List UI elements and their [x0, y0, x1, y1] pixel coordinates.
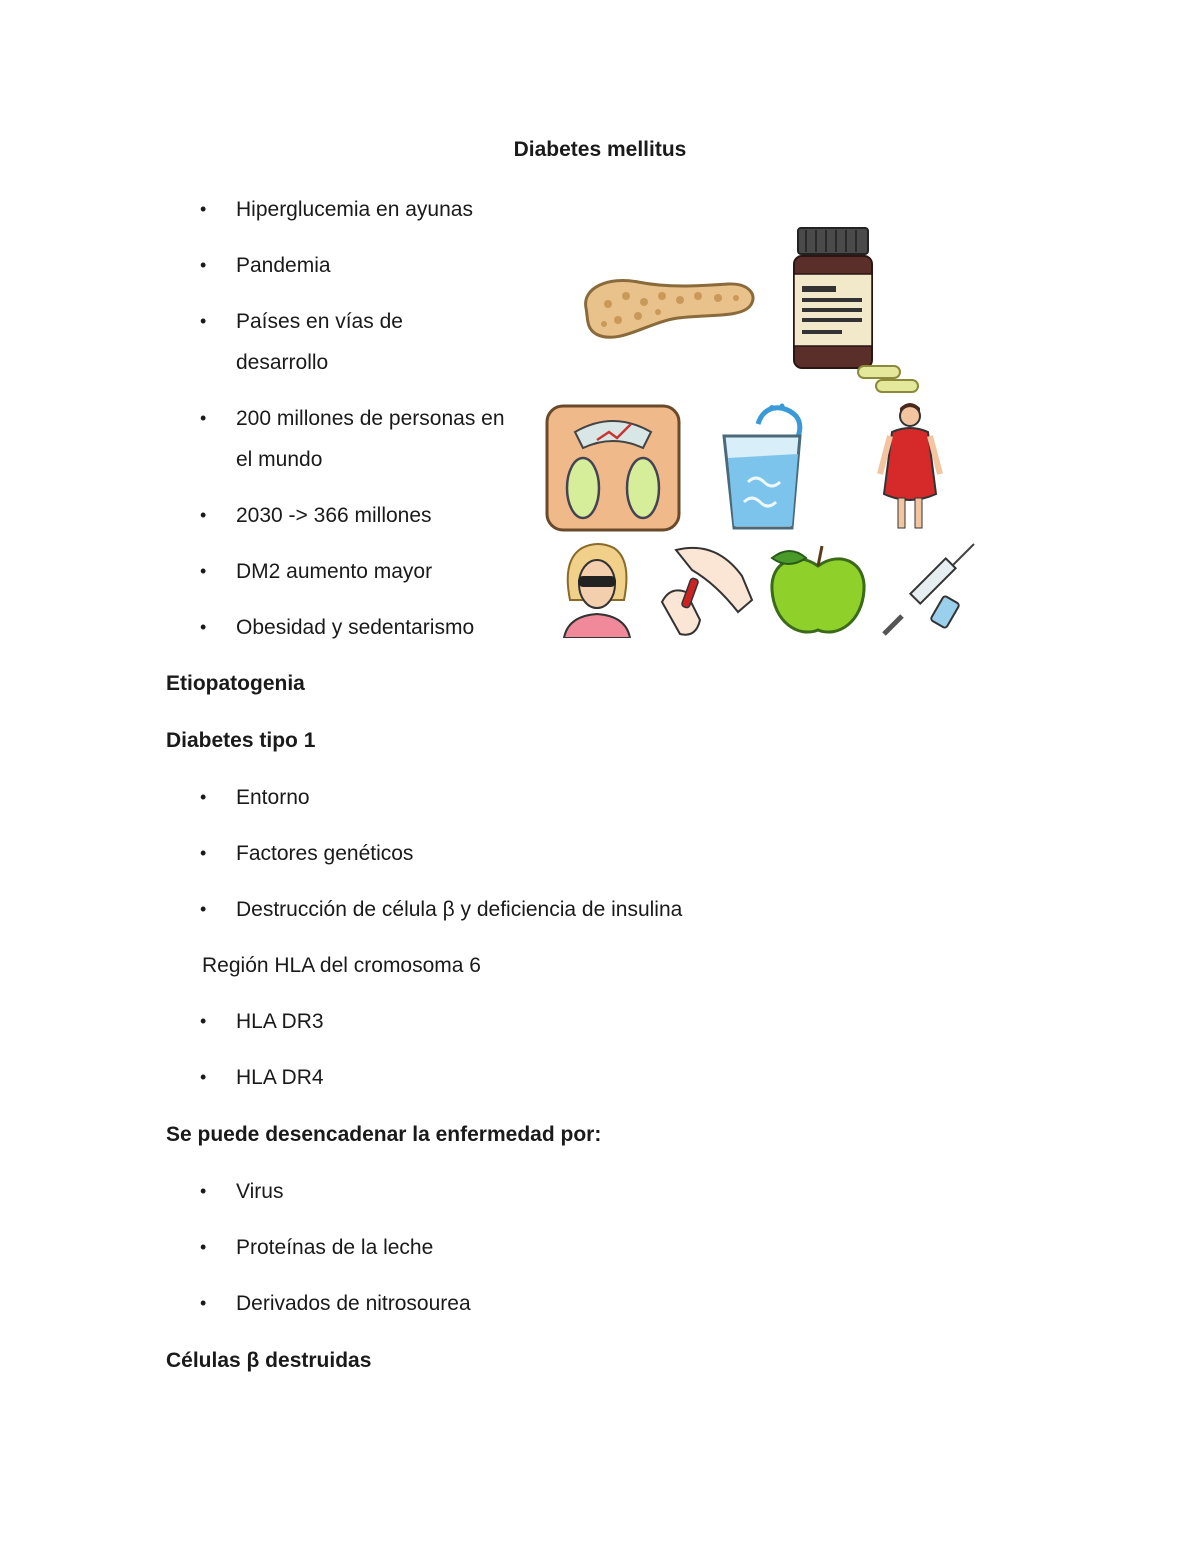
finger-prick-icon: [656, 540, 756, 640]
heading-etiopatogenia: Etiopatogenia: [166, 672, 305, 695]
water-glass-icon: [718, 402, 806, 532]
obese-woman-icon: [876, 402, 944, 532]
tipo1-bullet-list: [0, 777, 682, 945]
list-item: • Virus: [200, 1180, 284, 1203]
list-item: • Proteínas de la leche: [200, 1236, 434, 1259]
heading-celulas-destruidas: Células β destruidas: [166, 1349, 372, 1372]
pancreas-icon: [578, 268, 760, 348]
green-apple-icon: [766, 544, 870, 638]
list-item: • Pandemia: [200, 254, 331, 277]
list-item: • 200 millones de personas en el mundo: [200, 407, 505, 471]
blind-woman-icon: [560, 540, 634, 638]
syringe-icon: [878, 540, 978, 640]
capsules-icon: [856, 364, 922, 394]
intro-bullet-list: [0, 189, 526, 663]
list-item: • Entorno: [200, 786, 310, 809]
list-item: • HLA DR4: [200, 1066, 324, 1089]
list-item: • Hiperglucemia en ayunas: [200, 198, 473, 221]
scale-icon: [545, 404, 681, 532]
trigger-bullet-list: [0, 1171, 471, 1339]
list-item: • 2030 -> 366 millones: [200, 504, 432, 527]
pill-bottle-icon: [792, 226, 874, 370]
list-item: • Factores genéticos: [200, 842, 414, 865]
list-item: • Destrucción de célula β y deficiencia de insulina: [200, 898, 683, 921]
heading-trigger: Se puede desencadenar la enfermedad por:: [166, 1123, 602, 1146]
list-item: • Obesidad y sedentarismo: [200, 616, 475, 639]
list-item: • HLA DR3: [200, 1010, 324, 1033]
list-item: • DM2 aumento mayor: [200, 560, 433, 583]
hla-paragraph: Región HLA del cromosoma 6: [202, 954, 481, 977]
heading-diabetes-tipo-1: Diabetes tipo 1: [166, 729, 316, 752]
list-item: • Derivados de nitrosourea: [200, 1292, 471, 1315]
hla-bullet-list: [0, 1001, 324, 1113]
page-title: Diabetes mellitus: [513, 138, 687, 161]
list-item: • Países en vías de desarrollo: [200, 310, 403, 374]
